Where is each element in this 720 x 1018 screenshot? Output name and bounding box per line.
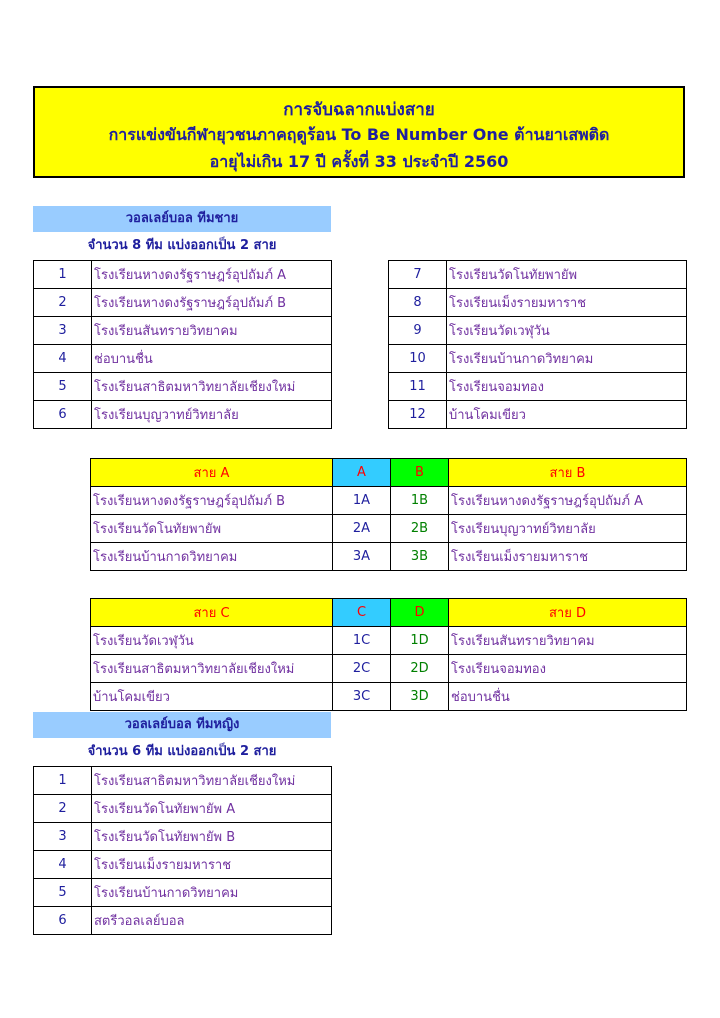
team-number: 4 — [34, 851, 92, 879]
group-c-code-header: C — [333, 599, 391, 627]
team-name: โรงเรียนเม็งรายมหาราช — [447, 289, 687, 317]
table-row — [389, 373, 687, 401]
team-name: โรงเรียนวัดโนทัยพายัพ B — [92, 823, 332, 851]
table-row — [389, 401, 687, 429]
team-name: โรงเรียนสาธิตมหาวิทยาลัยเชียงใหม่ — [92, 373, 332, 401]
team-name: โรงเรียนสันทรายวิทยาคม — [92, 317, 332, 345]
group-left-code: 2A — [333, 515, 391, 543]
table-row — [389, 317, 687, 345]
table-row — [34, 795, 332, 823]
table-row — [34, 261, 332, 289]
team-number: 8 — [389, 289, 447, 317]
table-row — [34, 767, 332, 795]
table-row — [389, 261, 687, 289]
group-right-team: โรงเรียนเม็งรายมหาราช — [449, 543, 687, 571]
group-left-team: โรงเรียนวัดเวฬุวัน — [91, 627, 333, 655]
table-row — [34, 345, 332, 373]
group-left-team: บ้านโคมเขียว — [91, 683, 333, 711]
group-right-code: 1D — [391, 627, 449, 655]
table-row — [91, 683, 687, 711]
team-number: 5 — [34, 373, 92, 401]
table-row — [34, 907, 332, 935]
team-number: 2 — [34, 289, 92, 317]
table-row — [34, 373, 332, 401]
group-d-header: สาย D — [449, 599, 687, 627]
table-row — [34, 317, 332, 345]
team-number: 2 — [34, 795, 92, 823]
group-right-team: โรงเรียนบุญวาทย์วิทยาลัย — [449, 515, 687, 543]
table-row — [34, 879, 332, 907]
women-section-subtitle: จำนวน 6 ทีม แบ่งออกเป็น 2 สาย — [87, 744, 277, 759]
group-right-team: โรงเรียนหางดงรัฐราษฎร์อุปถัมภ์ A — [449, 487, 687, 515]
group-c-header: สาย C — [91, 599, 333, 627]
group-b-header: สาย B — [449, 459, 687, 487]
group-left-team: โรงเรียนหางดงรัฐราษฎร์อุปถัมภ์ B — [91, 487, 333, 515]
team-number: 4 — [34, 345, 92, 373]
team-number: 3 — [34, 823, 92, 851]
team-number: 7 — [389, 261, 447, 289]
team-name: โรงเรียนวัดเวฬุวัน — [447, 317, 687, 345]
title-line-2: การแข่งขันกีฬายุวชนภาคฤดูร้อน To Be Number One ต้านยาเสพติด — [108, 125, 610, 144]
table-row — [91, 543, 687, 571]
team-name: สตรีวอลเลย์บอล — [92, 907, 332, 935]
team-number: 5 — [34, 879, 92, 907]
group-ab-table — [90, 458, 687, 571]
group-right-team: ช่อบานชื่น — [449, 683, 687, 711]
title-banner — [33, 86, 685, 178]
group-left-code: 2C — [333, 655, 391, 683]
table-row — [34, 289, 332, 317]
group-right-code: 1B — [391, 487, 449, 515]
group-left-code: 1A — [333, 487, 391, 515]
group-cd-table — [90, 598, 687, 711]
group-cd-header-row — [91, 599, 687, 627]
table-row — [91, 655, 687, 683]
women-team-table — [33, 766, 332, 935]
group-right-team: โรงเรียนสันทรายวิทยาคม — [449, 627, 687, 655]
team-name: โรงเรียนบ้านกาดวิทยาคม — [92, 879, 332, 907]
group-a-header: สาย A — [91, 459, 333, 487]
team-number: 3 — [34, 317, 92, 345]
team-name: โรงเรียนหางดงรัฐราษฎร์อุปถัมภ์ A — [92, 261, 332, 289]
group-b-code-header: B — [391, 459, 449, 487]
group-right-code: 2D — [391, 655, 449, 683]
group-left-team: โรงเรียนสาธิตมหาวิทยาลัยเชียงใหม่ — [91, 655, 333, 683]
men-section-subtitle: จำนวน 8 ทีม แบ่งออกเป็น 2 สาย — [87, 238, 277, 253]
group-right-code: 3D — [391, 683, 449, 711]
women-section-title: วอลเลย์บอล ทีมหญิง — [33, 712, 331, 738]
table-row — [34, 401, 332, 429]
group-left-code: 1C — [333, 627, 391, 655]
team-number: 6 — [34, 907, 92, 935]
group-right-code: 3B — [391, 543, 449, 571]
title-line-1: การจับฉลากแบ่งสาย — [283, 100, 435, 120]
team-number: 9 — [389, 317, 447, 345]
table-row — [34, 851, 332, 879]
table-row — [389, 289, 687, 317]
group-left-code: 3A — [333, 543, 391, 571]
team-name: บ้านโคมเขียว — [447, 401, 687, 429]
team-number: 1 — [34, 261, 92, 289]
team-number: 11 — [389, 373, 447, 401]
group-left-team: โรงเรียนวัดโนทัยพายัพ — [91, 515, 333, 543]
team-name: โรงเรียนจอมทอง — [447, 373, 687, 401]
team-name: โรงเรียนวัดโนทัยพายัพ — [447, 261, 687, 289]
title-line-3: อายุไม่เกิน 17 ปี ครั้งที่ 33 ประจำปี 2560 — [209, 152, 509, 171]
team-number: 6 — [34, 401, 92, 429]
table-row — [389, 345, 687, 373]
team-name: โรงเรียนบ้านกาดวิทยาคม — [447, 345, 687, 373]
team-number: 1 — [34, 767, 92, 795]
men-team-table-left — [33, 260, 332, 429]
team-name: โรงเรียนหางดงรัฐราษฎร์อุปถัมภ์ B — [92, 289, 332, 317]
team-number: 10 — [389, 345, 447, 373]
group-ab-header-row — [91, 459, 687, 487]
team-name: โรงเรียนวัดโนทัยพายัพ A — [92, 795, 332, 823]
group-right-team: โรงเรียนจอมทอง — [449, 655, 687, 683]
group-right-code: 2B — [391, 515, 449, 543]
table-row — [34, 823, 332, 851]
team-number: 12 — [389, 401, 447, 429]
table-row — [91, 627, 687, 655]
team-name: โรงเรียนบุญวาทย์วิทยาลัย — [92, 401, 332, 429]
team-name: โรงเรียนเม็งรายมหาราช — [92, 851, 332, 879]
group-d-code-header: D — [391, 599, 449, 627]
group-a-code-header: A — [333, 459, 391, 487]
team-name: ช่อบานชื่น — [92, 345, 332, 373]
men-section-title: วอลเลย์บอล ทีมชาย — [33, 206, 331, 232]
table-row — [91, 515, 687, 543]
group-left-code: 3C — [333, 683, 391, 711]
table-row — [91, 487, 687, 515]
team-name: โรงเรียนสาธิตมหาวิทยาลัยเชียงใหม่ — [92, 767, 332, 795]
men-team-table-right — [388, 260, 687, 429]
group-left-team: โรงเรียนบ้านกาดวิทยาคม — [91, 543, 333, 571]
